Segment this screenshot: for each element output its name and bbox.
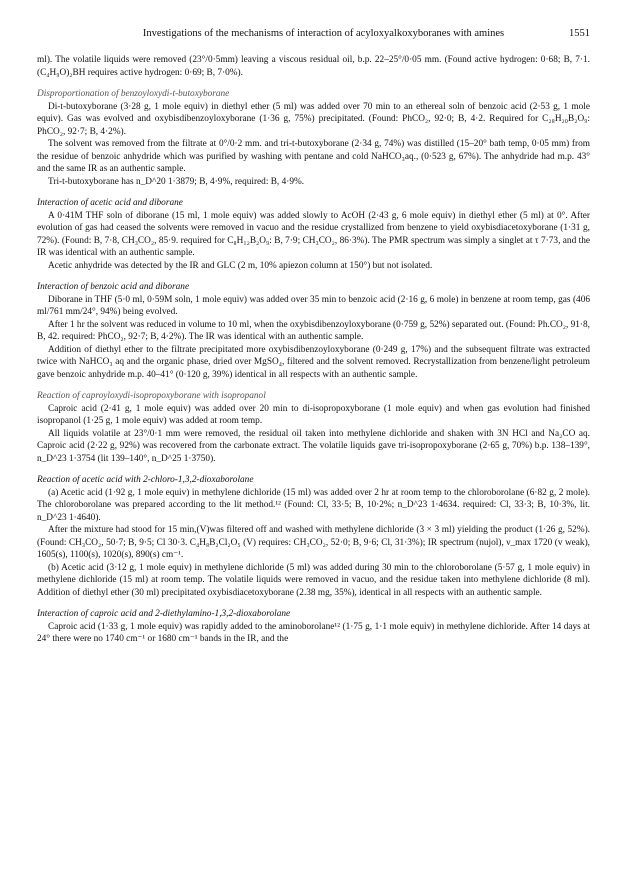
section-heading: Reaction of caproyloxydi-isopropoxyborane with isopropanol [37, 391, 266, 401]
body-paragraph: Di-t-butoxyborane (3·28 g, 1 mole equiv) in diethyl ether (5 ml) was added over 70 min to an ethereal soln of benzoic acid (2·53 g, 1 mole equiv). Gas was evolved and oxybisdibenzoyloxyborane (1·36 g, 75%) precipitated. (Found: PhCO₂, 92·0; B, 4·2. Required for C₂₈H₂₀B₂O₉: PhCO₂, 92·7; B, 4·2%). [37, 101, 590, 137]
body-paragraph: Addition of diethyl ether to the filtrate precipitated more oxybisdibenzoyloxyborane (0·249 g, 17%) and the subsequent filtrate was extracted twice with NaHCO₃ aq and the organic phase, dried over MgSO₄, filtered and the solvent removed. Recrystallization from benzene/light petroleum gave benzoic anhydride m.p. 40–41° (0·120 g, 39%) identical in all respects with an authentic sample. [37, 344, 590, 380]
section-heading: Interaction of acetic acid and diborane [37, 198, 183, 208]
running-header [37, 28, 590, 39]
body-paragraph: Tri-t-butoxyborane has n_D^20 1·3879; B, 4·9%, required: B, 4·9%. [48, 176, 305, 187]
body-paragraph: ml). The volatile liquids were removed (23°/0·5mm) leaving a viscous residual oil, b.p. 22–25°/0·05 mm. (Found active hydrogen: 0·68; B, 7·1. (C₄H₉O)₂BH requires active hydrogen: 0·69; B, 7·0%). [37, 55, 590, 78]
body-paragraph: A 0·41M THF soln of diborane (15 ml, 1 mole equiv) was added slowly to AcOH (2·43 g, 6 mole equiv) in diethyl ether (5 ml) at 0°. After evolution of gas had ceased the solvents were removed in vacuo and the residue crystallized from benzene to yield oxybisdiacetoxyborane (1·31 g, 72%). (Found: B, 7·8, CH₃CO₂, 85·9. required for C₈H₁₂B₂O₉: B, 7·9; CH₃CO₂, 86·3%). The PMR spectrum was simply a singlet at τ 7·73, and the IR was identical with an authentic sample. [37, 210, 590, 258]
body-paragraph: (b) Acetic acid (3·12 g, 1 mole equiv) in methylene dichloride (5 ml) was added during 30 min to the chloroborolane (5·57 g, 1 mole equiv) in methylene dichloride (15 ml) at room temp. The volatile liquids were removed in vacuo, and the residue taken into methylene dichloride (8 ml). Addition of diethyl ether (30 ml) precipitated oxybisdiacetoxyborane (2.38 mg, 35%), identical in all respects with an authentic sample. [37, 562, 590, 598]
section-heading: Disproportionation of benzoyloxydi-t-butoxyborane [37, 89, 230, 99]
journal-page [37, 28, 590, 646]
article-body [37, 54, 590, 646]
body-paragraph: The solvent was removed from the filtrate at 0°/0·2 mm. and tri-t-butoxyborane (2·34 g, 74%) was distilled (15–20° bath temp, 0·05 mm) from the residue of benzoic anhydride which was purified by washing with pentane and cold NaHCO₃aq., (0·523 g, 67%). The anhydride had m.p. 43° and the same IR as an authentic sample. [37, 139, 590, 174]
section-heading: Interaction of caproic acid and 2-diethylamino-1,3,2-dioxaborolane [37, 609, 291, 619]
section-heading: Reaction of acetic acid with 2-chloro-1,3,2-dioxaborolane [37, 475, 254, 485]
body-paragraph: Caproic acid (1·33 g, 1 mole equiv) was rapidly added to the aminoborolane¹² (1·75 g, 1·1 mole equiv) in methylene dichloride. After 14 days at 24° there were no 1740 cm⁻¹ or 1680 cm⁻¹ bands in the IR, and the [37, 621, 590, 644]
running-title: Investigations of the mechanisms of interaction of acyloxyalkoxyboranes with amines [142, 28, 505, 39]
body-paragraph: Diborane in THF (5·0 ml, 0·59M soln, 1 mole equiv) was added over 35 min to benzoic acid (2·16 g, 6 mole) in benzene at room temp, gas (406 ml/761 mm/24°, 94%) being evolved. [37, 294, 590, 317]
section-heading: Interaction of benzoic acid and diborane [37, 282, 190, 292]
body-paragraph: All liquids volatile at 23°/0·1 mm were removed, the residual oil taken into methylene dichloride and shaken with 3N HCl and Na₂CO aq. Caproic acid (2·22 g, 92%) was recovered from the carbonate extract. The volatile liquids gave tri-isopropoxyborane (2·65 g, 70%) b.p. 138–139°, n_D^23 1·3754 (lit 139–140°, n_D^25 1·3750). [37, 428, 590, 464]
body-paragraph: (a) Acetic acid (1·92 g, 1 mole equiv) in methylene dichloride (15 ml) was added over 2 hr at room temp to the chloroborolane (6·82 g, 2 mole). The chloroborolane was prepared according to the lit method.¹² (Found: Cl, 33·5; B, 10·2%; n_D^23 1·4634. required: Cl, 33·3; B, 10·3%, lit. n_D^23 1·4640). [37, 487, 590, 523]
body-paragraph: Caproic acid (2·41 g, 1 mole equiv) was added over 20 min to di-isopropoxyborane (1 mole equiv) and when gas evolution had finished isopropanol (1·25 g, 1 mole equiv) was added at room temp. [37, 403, 590, 426]
body-paragraph: After the mixture had stood for 15 min,(V)was filtered off and washed with methylene dichloride (3 × 3 ml) yielding the product (1·26 g, 52%). (Found: CH₃CO₂, 50·7; B, 9·5; Cl 30·3. C₄H₈B₂Cl₂O₅ (V) requires: CH₃CO₂, 52·0; B, 9·6; Cl, 31·3%); IR spectrum (nujol), ν_max 1720 (v weak), 1605(s), 1100(s), 1020(s), 890(s) cm⁻¹. [37, 525, 590, 560]
page-number: 1551 [569, 28, 590, 39]
body-paragraph: After 1 hr the solvent was reduced in volume to 10 ml, when the oxybisdibenzoyloxyborane (0·759 g, 52%) separated out. (Found: Ph.CO₂, 91·8, B, 42. required: PhCO₂, 92·7; B, 4·2%). The IR was identical with an authentic sample. [37, 319, 590, 342]
body-paragraph: Acetic anhydride was detected by the IR and GLC (2 m, 10% apiezon column at 150°) but not isolated. [48, 260, 433, 271]
